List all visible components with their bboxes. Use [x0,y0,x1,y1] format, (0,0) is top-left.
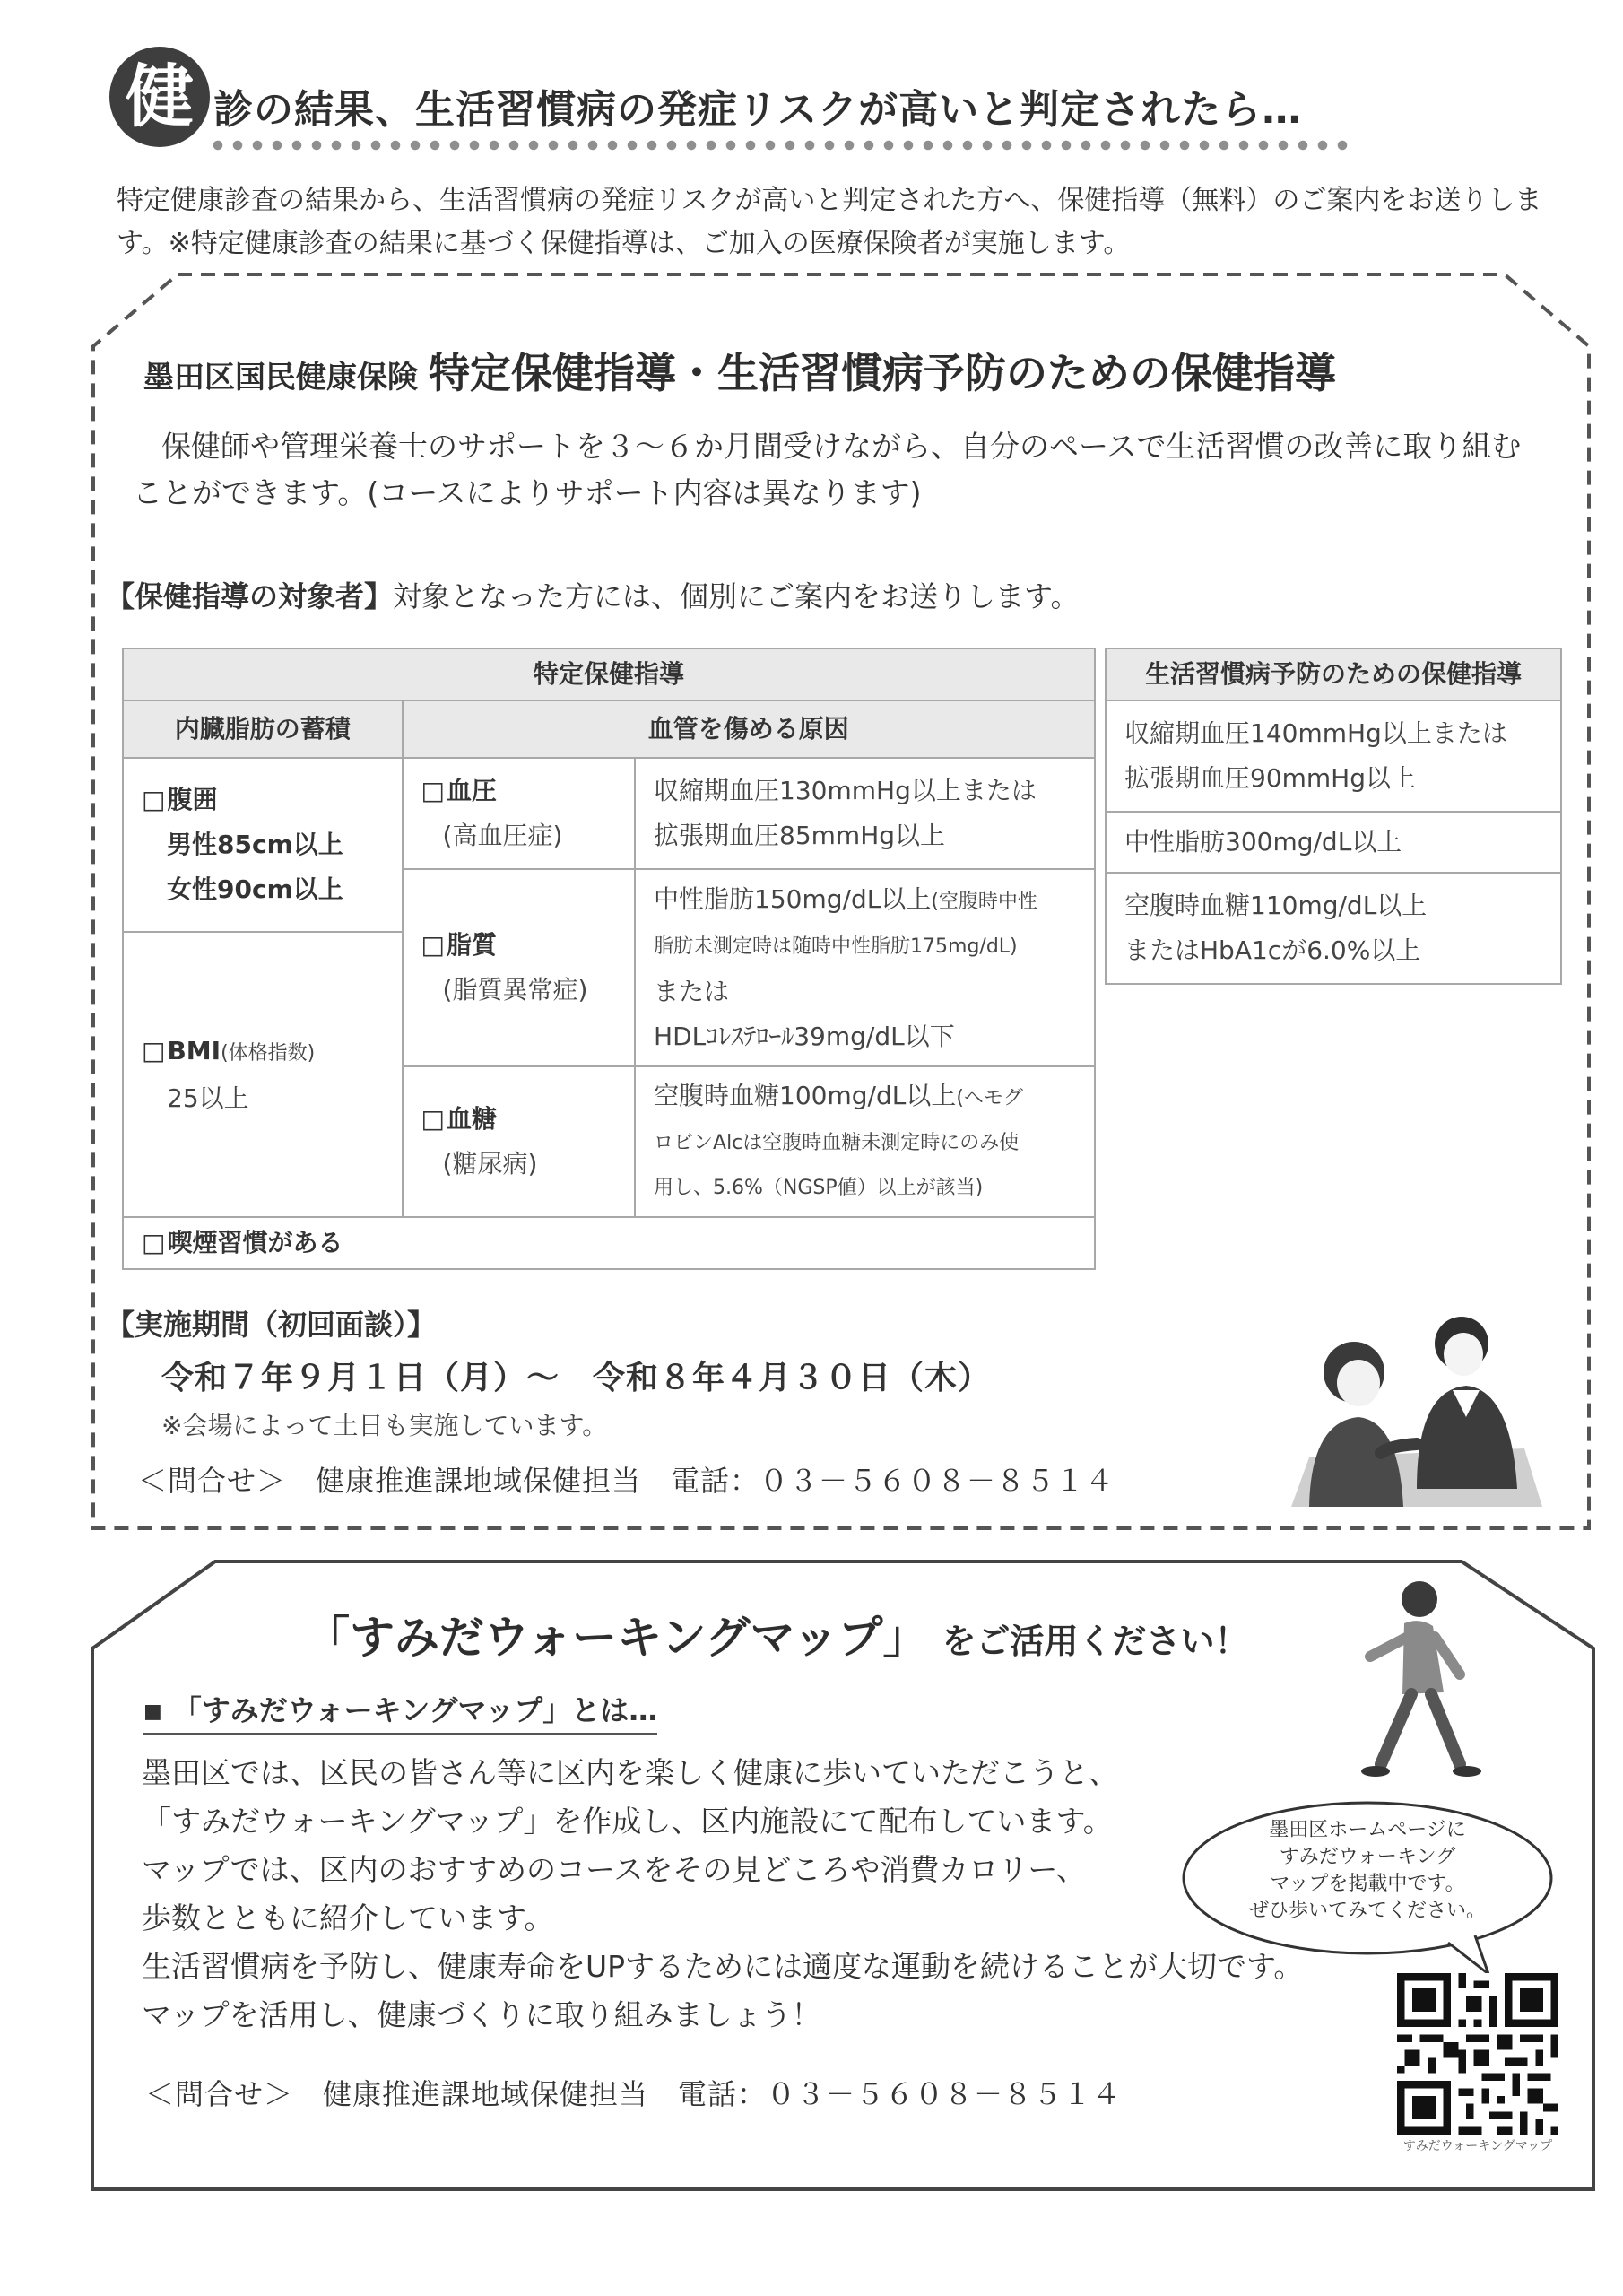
bmi-paren: (体格指数) [221,1041,316,1065]
section1-main-title: 特定保健指導・生活習慣病予防のための保健指導 [429,349,1336,397]
bp-line2: 拡張期血圧85mmHg以上 [654,821,946,850]
bubble-line: 墨田区ホームページに [1269,1819,1466,1841]
side-lipid-cell [1106,812,1561,873]
body-line: マップでは、区内のおすすめのコースをその見どころや消費カロリー、 [142,1852,1087,1887]
dotted-divider [208,136,1356,154]
col-visceral-fat: 内臓脂肪の蓄積 [123,700,403,758]
specific-guidance-table [122,648,1096,1270]
section2-subheading-text: 「すみだウォーキングマップ」とは… [172,1693,658,1727]
bmi-label: □ BMI [142,1036,221,1065]
waist-female: 女性90cm以上 [167,874,343,904]
lipid-line4: HDLｺﾚｽﾃﾛｰﾙ39mg/dL以下 [654,1021,955,1051]
sugar-label-cell [403,1066,636,1217]
section1-title [143,341,1336,400]
bubble-text [1202,1817,1533,1925]
sugar-line1-note: (ヘモグ [956,1086,1023,1109]
consultation-illustration [1282,1300,1542,1507]
sugar-sub: (糖尿病) [442,1149,538,1178]
bp-criteria-cell [635,758,1095,869]
lipid-label-cell [403,869,636,1066]
period-label: 【実施期間（初回面談）】 [106,1308,437,1342]
section1-description: 保健師や管理栄養士のサポートを３～６か月間受けながら、自分のペースで生活習慣の改善に取り組むことができます。(コースによりサポート内容は異なります) [133,429,1522,510]
target-line [106,574,1079,615]
section2-subheading [143,1688,657,1735]
side-bp1: 収縮期血圧140mmHg以上または [1124,718,1507,748]
sugar-line2: ロビンAlcは空腹時血糖未測定時にのみ使 [654,1131,1020,1154]
bmi-value: 25以上 [167,1083,249,1113]
side-bp-cell [1106,700,1561,812]
section2-title [305,1602,1249,1666]
period-date: 令和７年９月１日（月）～ 令和８年４月３０日（木） [161,1360,992,1396]
side-lipid: 中性脂肪300mg/dL以上 [1124,827,1402,857]
lipid-sub: (脂質異常症) [442,975,588,1004]
square-bullet-icon: ■ [143,1700,162,1723]
side-bp2: 拡張期血圧90mmHg以上 [1124,763,1417,793]
sugar-line3: 用し、5.6%（NGSP値）以上が該当) [654,1176,984,1199]
bp-line1: 収縮期血圧130mmHg以上または [654,776,1037,805]
side-sugar1: 空腹時血糖110mg/dL以上 [1124,891,1428,920]
sugar-line1: 空腹時血糖100mg/dL以上 [654,1080,957,1110]
bubble-line: すみだウォーキング [1279,1846,1456,1868]
col-vascular-causes: 血管を傷める原因 [403,700,1095,758]
lipid-line3: または [654,976,730,1006]
sugar-label: □ 血糖 [421,1097,617,1142]
lipid-label: □ 脂質 [421,923,617,968]
bp-sub: (高血圧症) [442,821,563,850]
bubble-line: マップを掲載中です。 [1270,1873,1465,1895]
bp-label: □ 血圧 [421,769,617,813]
smoking-cell [123,1217,1095,1269]
period-note: ※会場によって土日も実施しています。 [161,1411,608,1440]
section2-contact: ＜問合せ＞ 健康推進課地域保健担当 電話：０３－５６０８－８５１４ [145,2077,1123,2111]
table-side-header: 生活習慣病予防のための保健指導 [1106,648,1561,700]
qr-code-icon[interactable] [1397,1973,1558,2135]
body-line: 生活習慣病を予防し、健康寿命をUPするためには適度な運動を続けることが大切です。 [142,1949,1304,1984]
smoking-label: □ 喫煙習慣がある [142,1228,343,1257]
body-line: マップを活用し、健康づくりに取り組みましょう！ [142,1997,821,2032]
header-kanji-badge: 健 [109,47,210,147]
section1-contact: ＜問合せ＞ 健康推進課地域保健担当 電話：０３－５６０８－８５１４ [138,1464,1115,1498]
section1-org: 墨田区国民健康保険 [143,360,418,396]
waist-cell [123,758,403,932]
body-line: 墨田区では、区民の皆さん等に区内を楽しく健康に歩いていただこうと、 [142,1755,1118,1790]
walking-map-title-tail: をご活用ください！ [942,1622,1249,1661]
lipid-line1-note: (空腹時中性 [931,890,1037,913]
body-line: 歩数とともに紹介しています。 [142,1900,554,1935]
side-sugar-cell [1106,873,1561,984]
bp-label-cell [403,758,636,869]
lipid-criteria-cell [635,869,1095,1066]
page-title: 診の結果、生活習慣病の発症リスクが高いと判定されたら… [213,87,1303,133]
body-line: 「すみだウォーキングマップ」を作成し、区内施設にて配布しています。 [142,1804,1113,1839]
sugar-criteria-cell [635,1066,1095,1217]
bubble-line: ぜひ歩いてみてください。 [1248,1900,1486,1922]
waist-label: □ 腹囲 [142,778,384,822]
table-main-header: 特定保健指導 [123,648,1095,700]
target-label: 【保健指導の対象者】 [106,579,394,613]
target-text: 対象となった方には、個別にご案内をお送りします。 [393,579,1080,613]
qr-caption: すみだウォーキングマップ [1402,2139,1553,2153]
lipid-line1: 中性脂肪150mg/dL以上 [654,883,932,914]
waist-male: 男性85cm以上 [167,830,343,859]
bmi-cell [123,932,403,1217]
lipid-line2: 脂肪未測定時は随時中性脂肪175mg/dL) [654,935,1018,958]
intro-text: 特定健康診査の結果から、生活習慣病の発症リスクが高いと判定された方へ、保健指導（無料）のご案内をお送りします。※特定健康診査の結果に基づく保健指導は、ご加入の医療保険者が実施します。 [117,185,1542,259]
walking-map-title: 「すみだウォーキングマップ」 [305,1612,928,1664]
side-sugar2: またはHbA1cが6.0%以上 [1124,935,1421,965]
prevention-guidance-table [1105,648,1562,985]
